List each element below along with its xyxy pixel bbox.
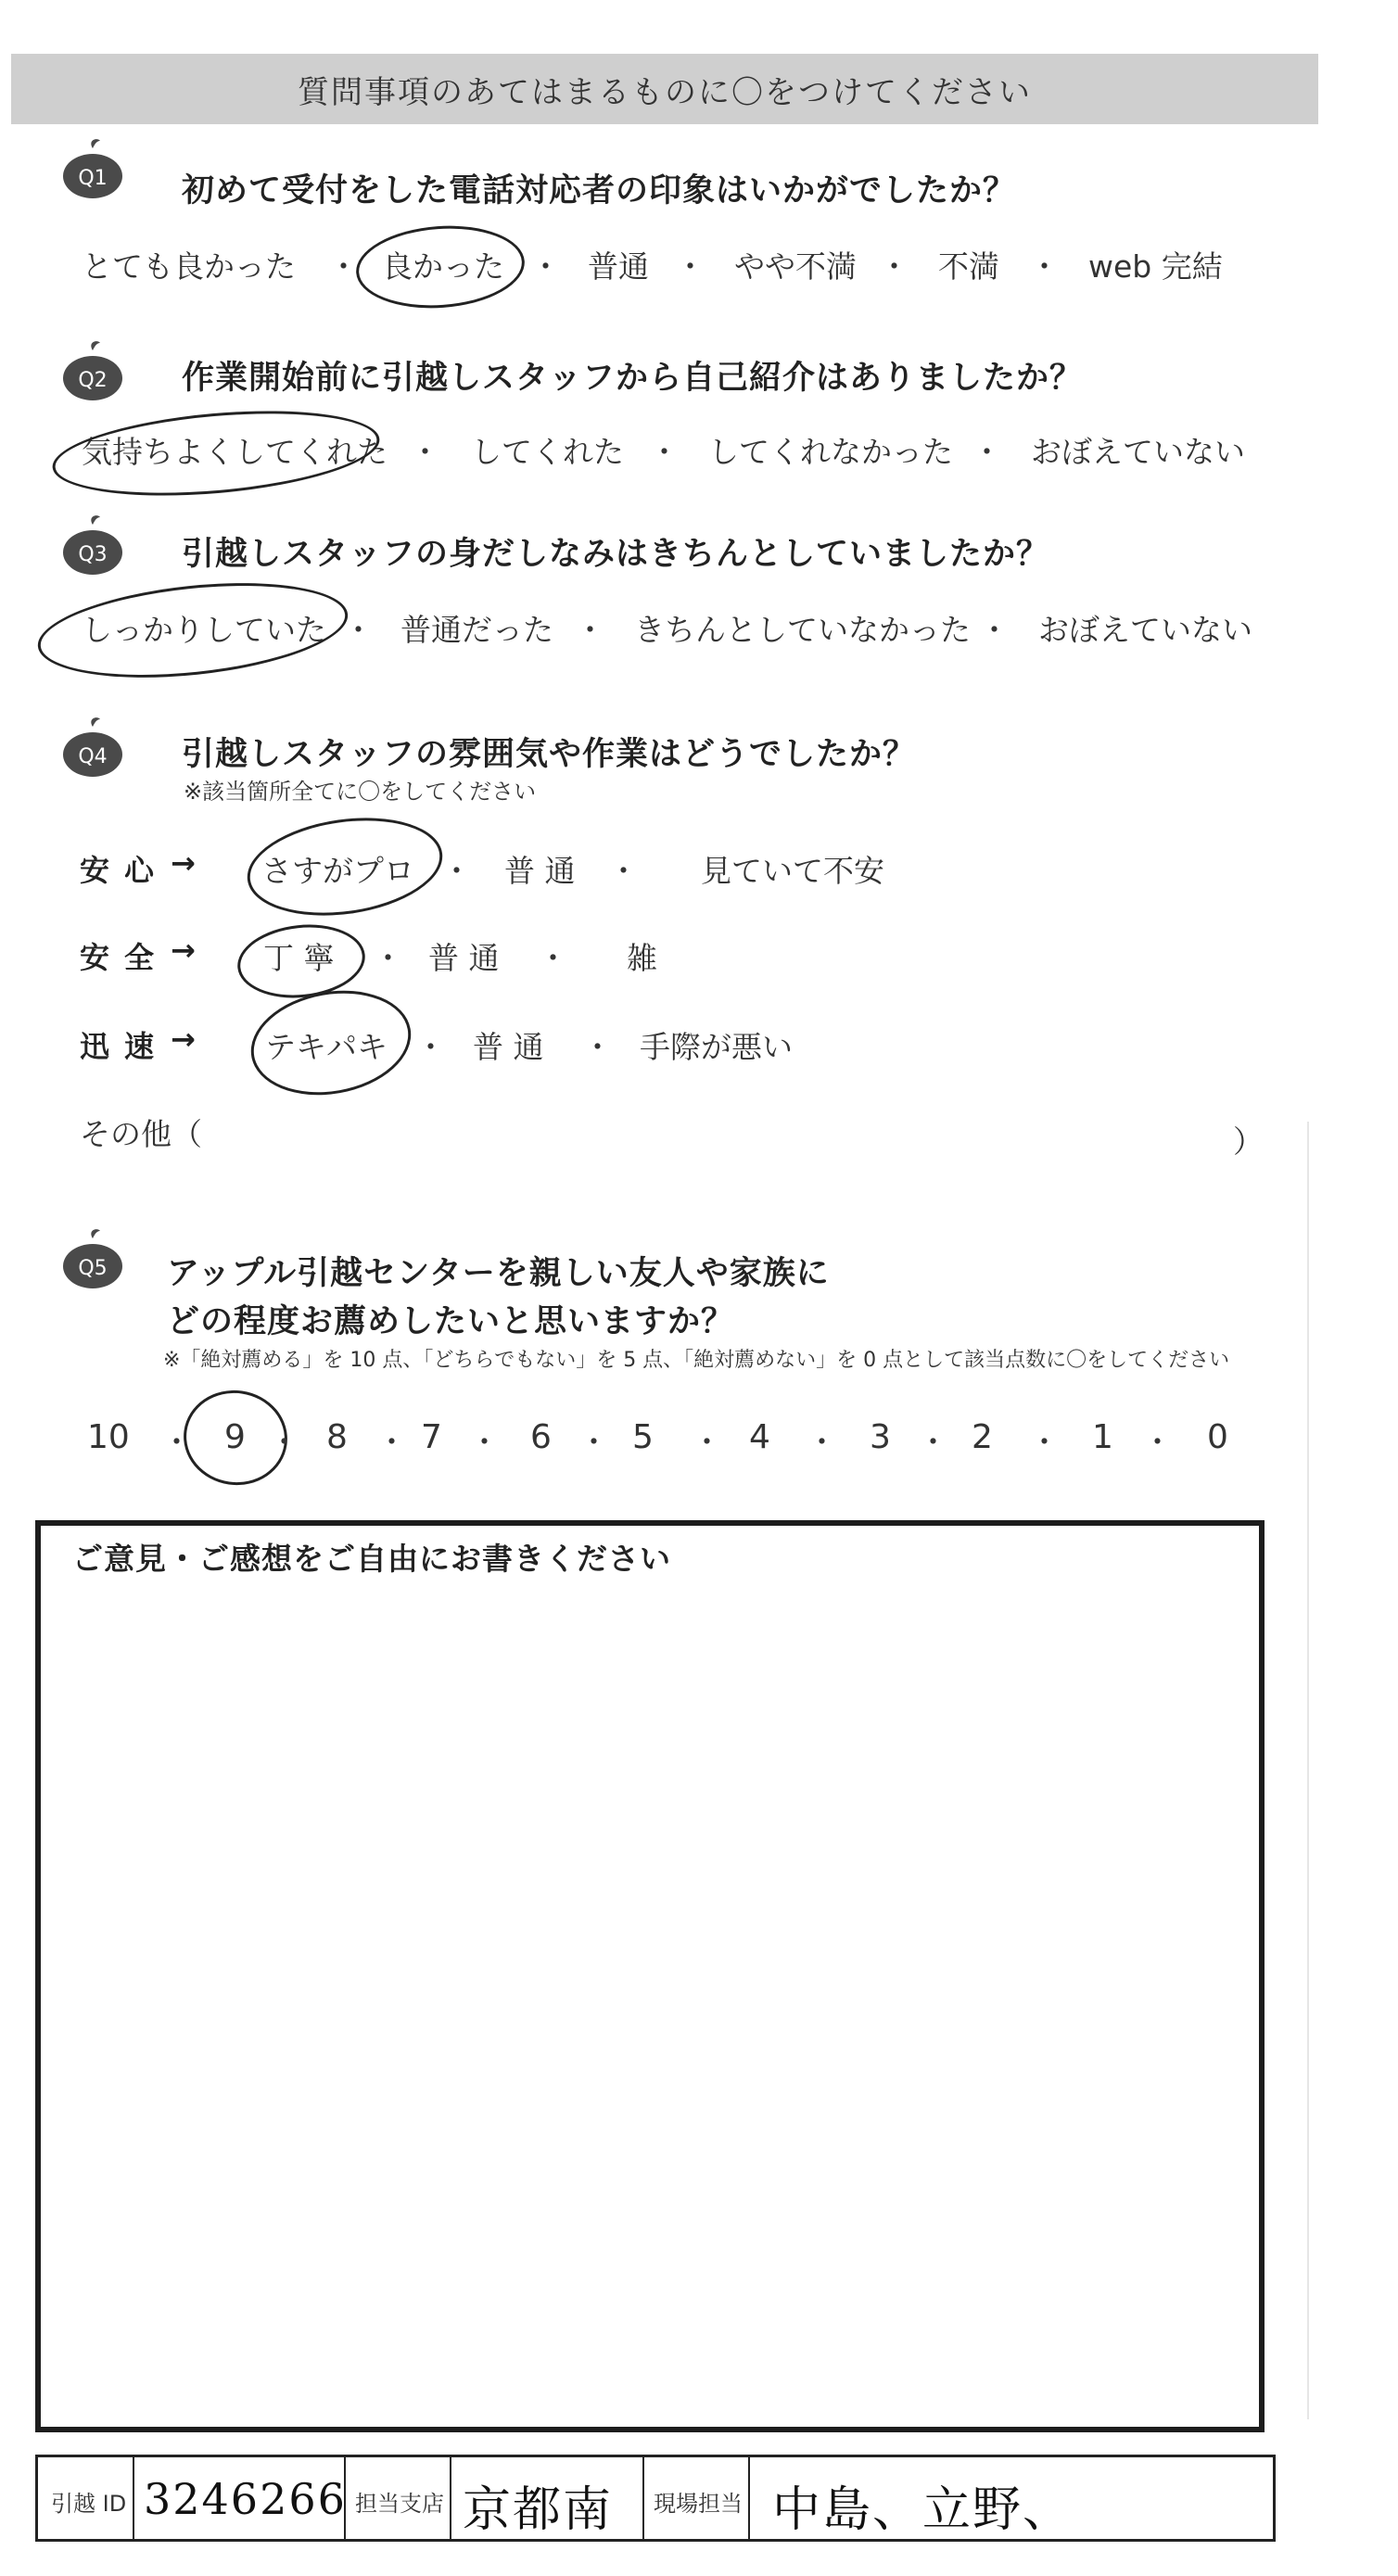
separator-dot: ・: [161, 1424, 192, 1460]
q4-row-label-anshin: 安心: [80, 853, 170, 888]
q1-option-5[interactable]: 不満: [938, 248, 999, 285]
q3-question: 引越しスタッフの身だしなみはきちんとしていましたか？: [182, 536, 1050, 573]
header-bar: [11, 54, 1318, 124]
q5-note: ※「絶対薦める」を 10 点、「どちらでもない」を 5 点、「絶対薦めない」を 0 点として該当点数に〇をしてください: [163, 1349, 1230, 1372]
separator-dot: ・: [608, 853, 639, 889]
q4-row-label-jinsoku: 迅速: [80, 1029, 170, 1064]
separator-dot: ・: [807, 1424, 837, 1460]
separator-dot: ・: [879, 248, 909, 285]
footer-staff-value-cell[interactable]: [750, 2457, 1273, 2539]
separator-dot: ・: [343, 612, 374, 648]
footer-staff-label-cell: [644, 2457, 750, 2539]
q1-badge-label: Q1: [78, 167, 108, 190]
separator-dot: ・: [269, 1424, 299, 1460]
q4-row2-option-2[interactable]: 普 通: [428, 940, 500, 976]
arrow-right-icon: →: [171, 933, 196, 968]
q4-other-close: ）: [1233, 1123, 1264, 1160]
q3-option-3[interactable]: きちんとしていなかった: [634, 612, 971, 648]
q3-option-1[interactable]: しっかりしていた: [82, 612, 326, 648]
comment-title: ご意見・ご感想をご自由にお書きください: [72, 1541, 671, 1577]
score-10[interactable]: 10: [87, 1418, 130, 1456]
separator-dot: ・: [582, 1029, 613, 1065]
q1-option-4[interactable]: やや不満: [734, 248, 857, 285]
footer-id-label-cell: [38, 2457, 134, 2539]
score-4[interactable]: 4: [749, 1418, 770, 1456]
q2-badge-icon: [59, 337, 126, 395]
q4-other-field[interactable]: [213, 1112, 1214, 1153]
separator-dot: ・: [328, 248, 359, 285]
footer-id-value-cell[interactable]: [134, 2457, 346, 2539]
q3-selection-circle: [33, 570, 352, 692]
q1-question: 初めて受付をした電話対応者の印象はいかがでしたか？: [182, 172, 1017, 209]
separator-dot: ・: [373, 940, 403, 976]
q2-option-4[interactable]: おぼえていない: [1031, 434, 1245, 470]
q2-option-2[interactable]: してくれた: [471, 434, 624, 470]
q1-option-6[interactable]: web 完結: [1088, 248, 1223, 285]
q3-option-2[interactable]: 普通だった: [400, 612, 553, 648]
q3-badge-icon: [59, 512, 126, 569]
footer-branch-label-cell: [346, 2457, 451, 2539]
q1-selection-circle: [353, 221, 527, 313]
q4-row3-option-2[interactable]: 普 通: [473, 1029, 544, 1065]
separator-dot: ・: [972, 434, 1002, 470]
score-6[interactable]: 6: [530, 1418, 552, 1456]
separator-dot: ・: [1029, 248, 1060, 285]
score-9[interactable]: 9: [224, 1418, 246, 1456]
score-7[interactable]: 7: [421, 1418, 442, 1456]
footer-info-row: [35, 2455, 1276, 2542]
separator-dot: ・: [410, 434, 440, 470]
q1-option-3[interactable]: 普通: [588, 248, 649, 285]
q4-question: 引越しスタッフの雰囲気や作業はどうでしたか？: [182, 736, 917, 773]
q5-question-line1: アップル引越センターを親しい友人や家族に: [167, 1255, 830, 1292]
q4-badge-icon: [59, 714, 126, 771]
q4-row2-option-3[interactable]: 雑: [627, 940, 657, 976]
footer-staff-label: 現場担当: [654, 2491, 743, 2517]
arrow-right-icon: →: [171, 845, 196, 881]
q4-other-label: その他（: [80, 1116, 202, 1152]
separator-dot: ・: [441, 853, 472, 889]
q4-row1-option-3[interactable]: 見ていて不安: [701, 853, 884, 889]
q4-row3-option-1[interactable]: テキパキ: [265, 1029, 388, 1065]
q4-row3-selection-circle: [243, 979, 419, 1108]
q4-badge-label: Q4: [78, 745, 108, 768]
separator-dot: ・: [575, 612, 605, 648]
separator-dot: ・: [979, 612, 1010, 648]
footer-branch-label: 担当支店: [355, 2491, 444, 2517]
q4-row2-option-1[interactable]: 丁 寧: [263, 940, 335, 976]
q2-badge-label: Q2: [78, 369, 108, 392]
comment-text[interactable]: [72, 1591, 1222, 2406]
separator-dot: ・: [692, 1424, 722, 1460]
q4-row-label-anzen: 安全: [80, 940, 170, 975]
q4-row1-selection-circle: [241, 806, 449, 928]
q5-badge-label: Q5: [78, 1257, 108, 1280]
separator-dot: ・: [530, 248, 561, 285]
separator-dot: ・: [578, 1424, 609, 1460]
header-title: 質問事項のあてはまるものに〇をつけてください: [298, 74, 1032, 111]
separator-dot: ・: [918, 1424, 948, 1460]
q1-badge-icon: [59, 135, 126, 193]
footer-staff-value: 中島、立野、: [772, 2482, 1074, 2538]
score-1[interactable]: 1: [1092, 1418, 1113, 1456]
q4-note: ※該当箇所全てに〇をしてください: [184, 779, 537, 805]
q1-option-1[interactable]: とても良かった: [82, 248, 296, 285]
q2-option-1[interactable]: 気持ちよくしてくれた: [82, 434, 388, 470]
score-5[interactable]: 5: [632, 1418, 654, 1456]
footer-id-label: 引越 ID: [51, 2491, 127, 2517]
score-3[interactable]: 3: [870, 1418, 891, 1456]
q2-option-3[interactable]: してくれなかった: [708, 434, 953, 470]
q4-row1-option-2[interactable]: 普 通: [504, 853, 576, 889]
separator-dot: ・: [415, 1029, 446, 1065]
scan-edge-line: [1307, 1122, 1309, 2419]
q4-row1-option-1[interactable]: さすがプロ: [261, 853, 414, 889]
separator-dot: ・: [1029, 1424, 1060, 1460]
footer-id-value: 3246266: [144, 2474, 347, 2524]
score-8[interactable]: 8: [326, 1418, 348, 1456]
separator-dot: ・: [675, 248, 705, 285]
q4-row3-option-3[interactable]: 手際が悪い: [640, 1029, 793, 1065]
separator-dot: ・: [376, 1424, 407, 1460]
separator-dot: ・: [538, 940, 568, 976]
separator-dot: ・: [469, 1424, 500, 1460]
score-2[interactable]: 2: [972, 1418, 993, 1456]
separator-dot: ・: [649, 434, 680, 470]
comment-box[interactable]: [35, 1520, 1265, 2432]
q2-selection-circle: [49, 400, 383, 508]
footer-branch-value-cell[interactable]: [451, 2457, 644, 2539]
q1-option-2[interactable]: 良かった: [382, 248, 504, 285]
score-0[interactable]: 0: [1207, 1418, 1228, 1456]
q3-badge-label: Q3: [78, 543, 108, 566]
q3-option-4[interactable]: おぼえていない: [1038, 612, 1252, 648]
q5-badge-icon: [59, 1225, 126, 1283]
footer-branch-value: 京都南: [463, 2482, 614, 2538]
separator-dot: ・: [1142, 1424, 1173, 1460]
arrow-right-icon: →: [171, 1022, 196, 1057]
q2-question: 作業開始前に引越しスタッフから自己紹介はありましたか？: [182, 360, 1084, 397]
q5-question-line2: どの程度お薦めしたいと思いますか？: [167, 1303, 735, 1340]
